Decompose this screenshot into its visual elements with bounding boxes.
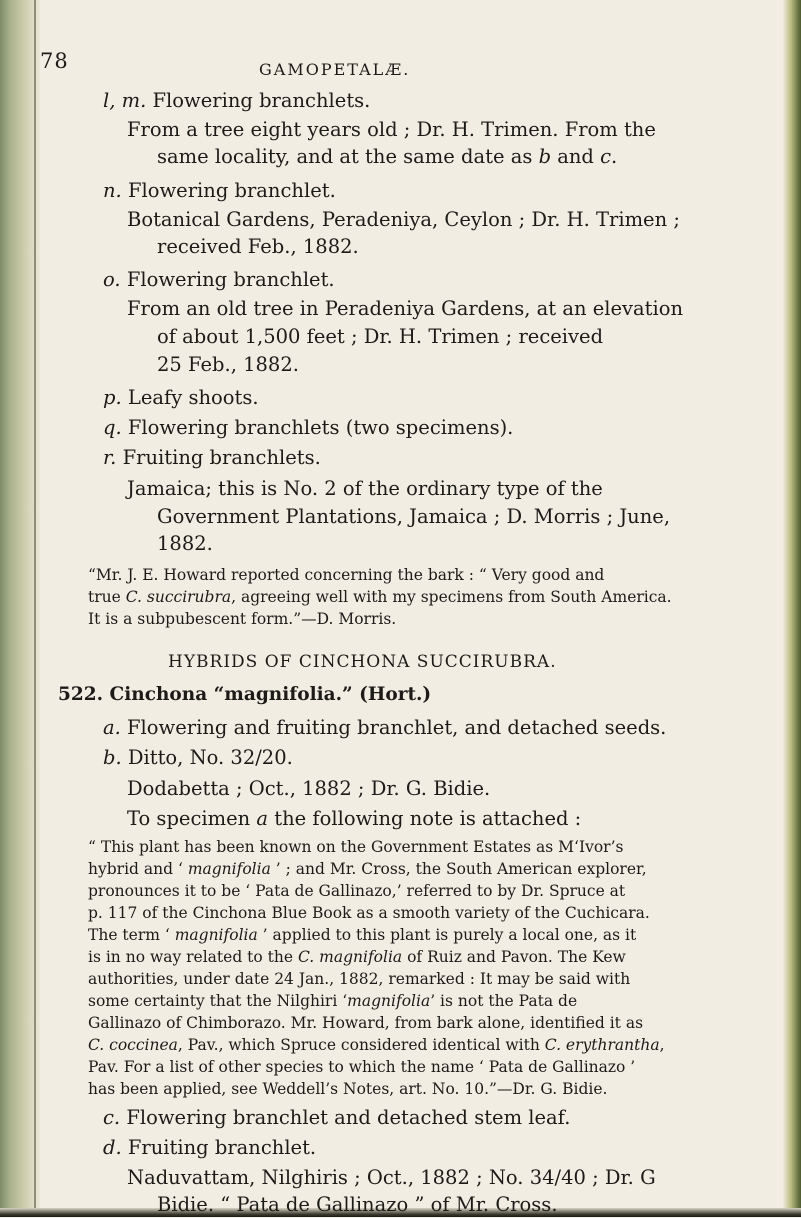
right-page-edge: [783, 0, 801, 1217]
entry-letter: c.: [103, 1106, 121, 1129]
species-heading: [58, 684, 431, 705]
note-line: pronounces it to be ‘ Pata de Gallinazo,’ referred to by Dr. Spruce at: [88, 882, 626, 900]
note-line: The term ‘ magnifolia ’ applied to this plant is purely a local one, as it: [88, 926, 637, 944]
entry-label: Fruiting branchlets.: [122, 446, 321, 469]
note-line: Gallinazo of Chimborazo. Mr. Howard, from bark alone, identified it as: [88, 1014, 644, 1032]
quote-line: It is a subpubescent form.”—D. Morris.: [88, 610, 397, 628]
note-line: p. 117 of the Cinchona Blue Book as a smooth variety of the Cuchicara.: [88, 904, 650, 922]
note-line: “ This plant has been known on the Government Estates as M‘Ivor’s: [88, 838, 624, 856]
entry-label: Flowering branchlet.: [127, 179, 336, 202]
text-line: Bidie. “ Pata de Gallinazo ” of Mr. Cross.: [157, 1193, 558, 1216]
entry-label: Flowering branchlets (two specimens).: [127, 416, 514, 439]
entry-c: [103, 1105, 570, 1131]
quote-line: true C. succirubra, agreeing well with my specimens from South America.: [88, 588, 672, 606]
text-line: Botanical Gardens, Peradeniya, Ceylon ; Dr. H. Trimen ;: [127, 208, 680, 231]
text-line: To specimen a the following note is attached :: [127, 807, 582, 830]
species-number: 522.: [58, 684, 104, 705]
entry-q: [103, 415, 513, 441]
note-line: C. coccinea, Pav., which Spruce considered identical with C. erythrantha,: [88, 1036, 665, 1054]
species-name: Cinchona “magnifolia.” (Hort.): [109, 684, 432, 705]
page-number: 78: [40, 49, 69, 73]
entry-letter: r.: [103, 446, 117, 469]
note-line: Pav. For a list of other species to which the name ‘ Pata de Gallinazo ’: [88, 1058, 636, 1076]
entry-lm: [103, 88, 370, 114]
text-line: 1882.: [157, 532, 213, 555]
entry-letter: b.: [103, 746, 122, 769]
entry-label: Flowering branchlet and detached stem leaf.: [126, 1106, 571, 1129]
note-line: has been applied, see Weddell’s Notes, art. No. 10.”—Dr. G. Bidie.: [88, 1080, 608, 1098]
text-line: received Feb., 1882.: [157, 235, 359, 258]
entry-letter: p.: [103, 386, 122, 409]
entry-b: [103, 745, 293, 771]
note-line: authorities, under date 24 Jan., 1882, remarked : It may be said with: [88, 970, 631, 988]
section-heading: HYBRIDS OF CINCHONA SUCCIRUBRA.: [168, 652, 557, 672]
entry-label: Ditto, No. 32/20.: [127, 746, 293, 769]
quote-line: “Mr. J. E. Howard reported concerning the bark : “ Very good and: [88, 566, 605, 584]
entry-letter: d.: [103, 1136, 122, 1159]
entry-d: [103, 1135, 316, 1161]
running-head: GAMOPETALÆ.: [259, 60, 411, 79]
entry-letter: n.: [103, 179, 122, 202]
text-line: same locality, and at the same date as b and c.: [157, 145, 618, 168]
entry-a: [103, 715, 666, 741]
text-line: of about 1,500 feet ; Dr. H. Trimen ; received: [157, 325, 604, 348]
text-line: Dodabetta ; Oct., 1882 ; Dr. G. Bidie.: [127, 777, 491, 800]
entry-label: Leafy shoots.: [127, 386, 259, 409]
entry-letter: a.: [103, 716, 121, 739]
text-line: Naduvattam, Nilghiris ; Oct., 1882 ; No. 34/40 ; Dr. G: [127, 1166, 656, 1189]
entry-letter: o.: [103, 268, 121, 291]
text-line: From an old tree in Peradeniya Gardens, at an elevation: [127, 297, 684, 320]
entry-letter: l, m.: [103, 89, 147, 112]
entry-n: [103, 178, 336, 204]
note-line: some certainty that the Nilghiri ‘magnifolia’ is not the Pata de: [88, 992, 578, 1010]
text-line: 25 Feb., 1882.: [157, 353, 299, 376]
left-binding-edge: [0, 0, 40, 1217]
note-line: hybrid and ‘ magnifolia ’ ; and Mr. Cross, the South American explorer,: [88, 860, 647, 878]
entry-r: [103, 445, 321, 471]
entry-label: Flowering and fruiting branchlet, and detached seeds.: [127, 716, 667, 739]
text-line: From a tree eight years old ; Dr. H. Trimen. From the: [127, 118, 656, 141]
entry-label: Flowering branchlets.: [152, 89, 371, 112]
text-line: Government Plantations, Jamaica ; D. Morris ; June,: [157, 505, 671, 528]
entry-label: Fruiting branchlet.: [127, 1136, 317, 1159]
entry-o: [103, 267, 335, 293]
entry-letter: q.: [103, 416, 122, 439]
note-line: is in no way related to the C. magnifolia of Ruiz and Pavon. The Kew: [88, 948, 626, 966]
entry-p: [103, 385, 259, 411]
text-line: Jamaica; this is No. 2 of the ordinary type of the: [127, 477, 603, 500]
entry-label: Flowering branchlet.: [126, 268, 335, 291]
